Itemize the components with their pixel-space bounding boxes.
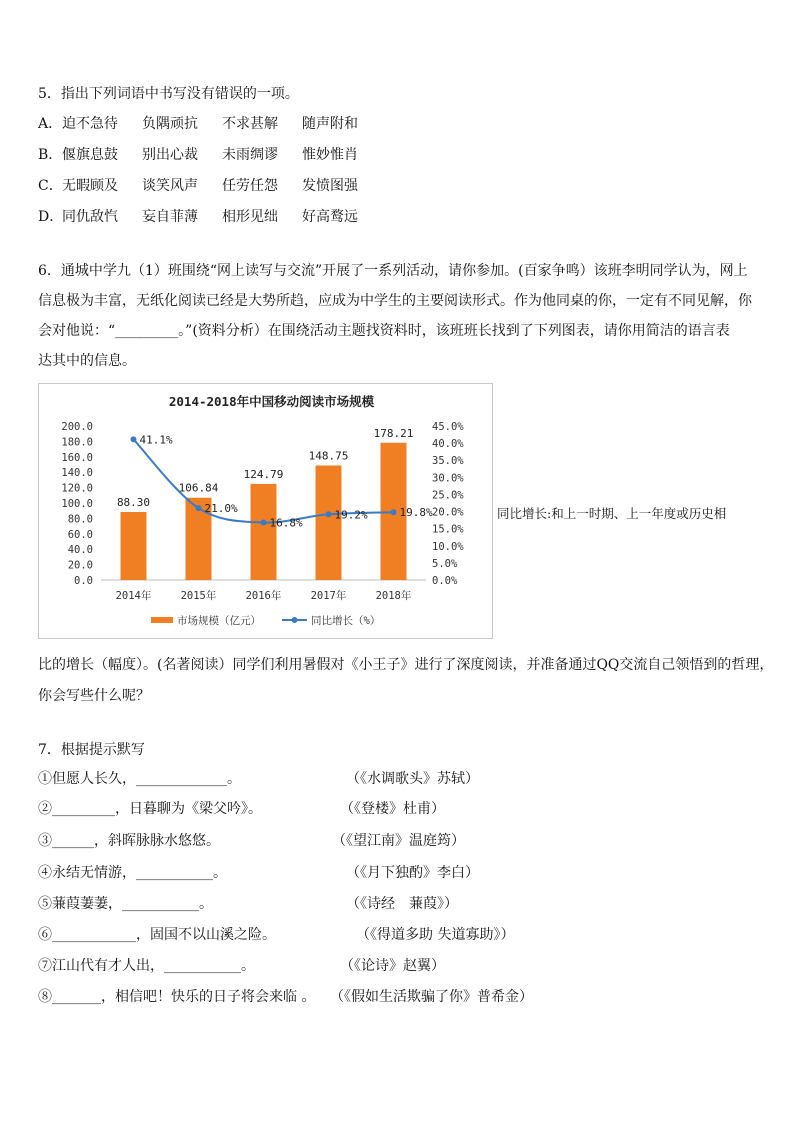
option-label: A． [38,116,63,132]
y-tick-label: 200.0 [61,421,93,433]
option-word: 未雨绸谬 [222,147,278,163]
y2-tick-label: 10.0% [432,540,464,553]
option-word: 迫不急待 [62,116,118,132]
y-tick-label: 180.0 [61,436,93,449]
q6-after-2: 你会写些什么呢？ [38,688,150,704]
y2-tick-label: 40.0% [432,438,464,451]
q5-option-c [38,177,382,195]
option-word: 偃旗息鼓 [62,147,118,163]
q5-option-a [38,115,382,133]
y-tick-label: 80.0 [67,513,93,526]
q6-line-1: 6．通城中学九（1）班围绕“网上读写与交流”开展了一系列活动，请你参加。(百家争鸣）该班李明同学认为，网上 [38,263,748,279]
q7-item-8: ⑧_______，相信吧！快乐的日子将会来临 。 [38,989,316,1005]
option-word: 谈笑风声 [142,178,198,194]
q5-option-d [38,208,382,226]
option-word: 好高鹜远 [302,209,358,225]
bar [121,512,147,580]
side-note: 同比增长:和上一时期、上一年度或历史相 [497,506,727,521]
option-word: 无暇顾及 [62,178,118,194]
option-word: 不求甚解 [222,116,278,132]
q6-line-2: 信息极为丰富，无纸化阅读已经是大势所趋，应成为中学生的主要阅读形式。作为他同桌的你，一定有不同见解，你 [38,293,752,309]
chart-container [38,383,493,639]
q7-item-3: ③______，斜晖脉脉水悠悠。 [38,833,220,849]
q7-source-3: （《望江南》温庭筠） [332,833,465,849]
y2-tick-label: 30.0% [432,472,464,485]
option-word: 别出心裁 [142,147,198,163]
option-label: D． [38,209,64,225]
q7-source-2: （《登楼》杜甫） [340,801,445,817]
y-tick-label: 0.0 [74,575,93,587]
bar-data-label: 106.84 [178,481,219,495]
legend-bar-label: 市场规模（亿元） [177,615,261,627]
y2-tick-label: 15.0% [432,523,464,536]
q7-item-7: ⑦江山代有才人出，___________。 [38,958,255,974]
option-label: C． [38,178,63,194]
q5-title: 5．指出下列词语中书写没有错误的一项。 [38,86,299,102]
growth-data-label: 16.8% [269,516,303,530]
option-word: 负隅顽抗 [142,116,198,132]
q7-item-4: ④永结无情游，___________。 [38,865,227,881]
legend-line-marker [292,617,298,623]
growth-point [196,505,202,511]
growth-data-label: 19.2% [334,508,368,522]
y2-tick-label: 0.0% [432,575,458,587]
q7-item-1: ①但愿人长久，_____________。 [38,771,241,787]
growth-data-label: 19.8% [399,506,433,520]
x-tick-label: 2015年 [180,590,217,602]
q7-item-2: ②_________，日暮聊为《梁父吟》。 [38,801,262,817]
y2-tick-label: 35.0% [432,455,464,468]
x-tick-label: 2018年 [375,590,412,602]
y2-tick-label: 20.0% [432,506,464,519]
y-tick-label: 140.0 [61,467,93,480]
q7-source-6: （《得道多助 失道寡助》） [356,927,515,943]
option-label: B． [38,147,63,163]
y-tick-label: 40.0 [67,544,93,557]
q7-item-6: ⑥____________，固国不以山溪之险。 [38,927,276,943]
x-tick-label: 2017年 [310,590,347,602]
growth-point [131,436,137,442]
q7-source-5: （《诗经 蒹葭》） [346,896,458,912]
market-chart [39,384,492,638]
y-tick-label: 120.0 [61,482,93,495]
growth-data-label: 21.0% [204,502,238,516]
option-word: 发愤图强 [302,178,358,194]
q6-line-4: 达其中的信息。 [38,353,136,369]
growth-point [261,520,267,526]
chart-title: 2014-2018年中国移动阅读市场规模 [168,394,375,409]
y2-tick-label: 25.0% [432,489,464,502]
growth-point [391,509,397,515]
y-tick-label: 20.0 [67,559,93,572]
growth-point [326,511,332,517]
y2-tick-label: 45.0% [432,421,464,433]
q7-source-7: （《论诗》赵翼） [340,958,445,974]
legend-line-label: 同比增长（%） [311,615,381,627]
bar-data-label: 148.75 [308,449,349,463]
y-tick-label: 60.0 [67,528,93,541]
q6-after-1: 比的增长（幅度）。(名著阅读）同学们利用暑假对《小王子》进行了深度阅读，并准备通过QQ交流自己领悟到的哲理， [38,657,774,673]
legend-bar-swatch [151,617,173,623]
option-word: 任劳任怨 [222,178,278,194]
x-tick-label: 2016年 [245,590,282,602]
bar-data-label: 124.79 [243,467,284,481]
bar [251,484,277,580]
growth-data-label: 41.1% [139,433,173,447]
q6-line-3: 会对他说：“_________。”(资料分析）在围绕活动主题找资料时，该班班长找到了下列图表，请你用简洁的语言表 [38,323,730,339]
bar [316,465,342,580]
option-word: 相形见绌 [222,209,278,225]
x-tick-label: 2014年 [115,590,152,602]
bar-data-label: 178.21 [373,426,414,440]
y-tick-label: 100.0 [61,498,93,510]
y2-tick-label: 5.0% [432,557,458,570]
option-word: 惟妙惟肖 [302,147,358,163]
q7-source-1: （《水调歌头》苏轼） [346,771,479,787]
q5-option-b [38,146,382,164]
option-word: 妄自菲薄 [142,209,198,225]
q7-item-5: ⑤蒹葭萋萋，___________。 [38,896,213,912]
y-tick-label: 160.0 [61,451,93,464]
option-word: 同仇敌忾 [62,209,118,225]
q7-source-8: （《假如生活欺骗了你》普希金） [330,989,533,1005]
q7-title: 7．根据提示默写 [38,742,145,758]
q7-source-4: （《月下独酌》李白） [346,865,479,881]
bar-data-label: 88.30 [116,496,151,510]
option-word: 随声附和 [302,116,358,132]
